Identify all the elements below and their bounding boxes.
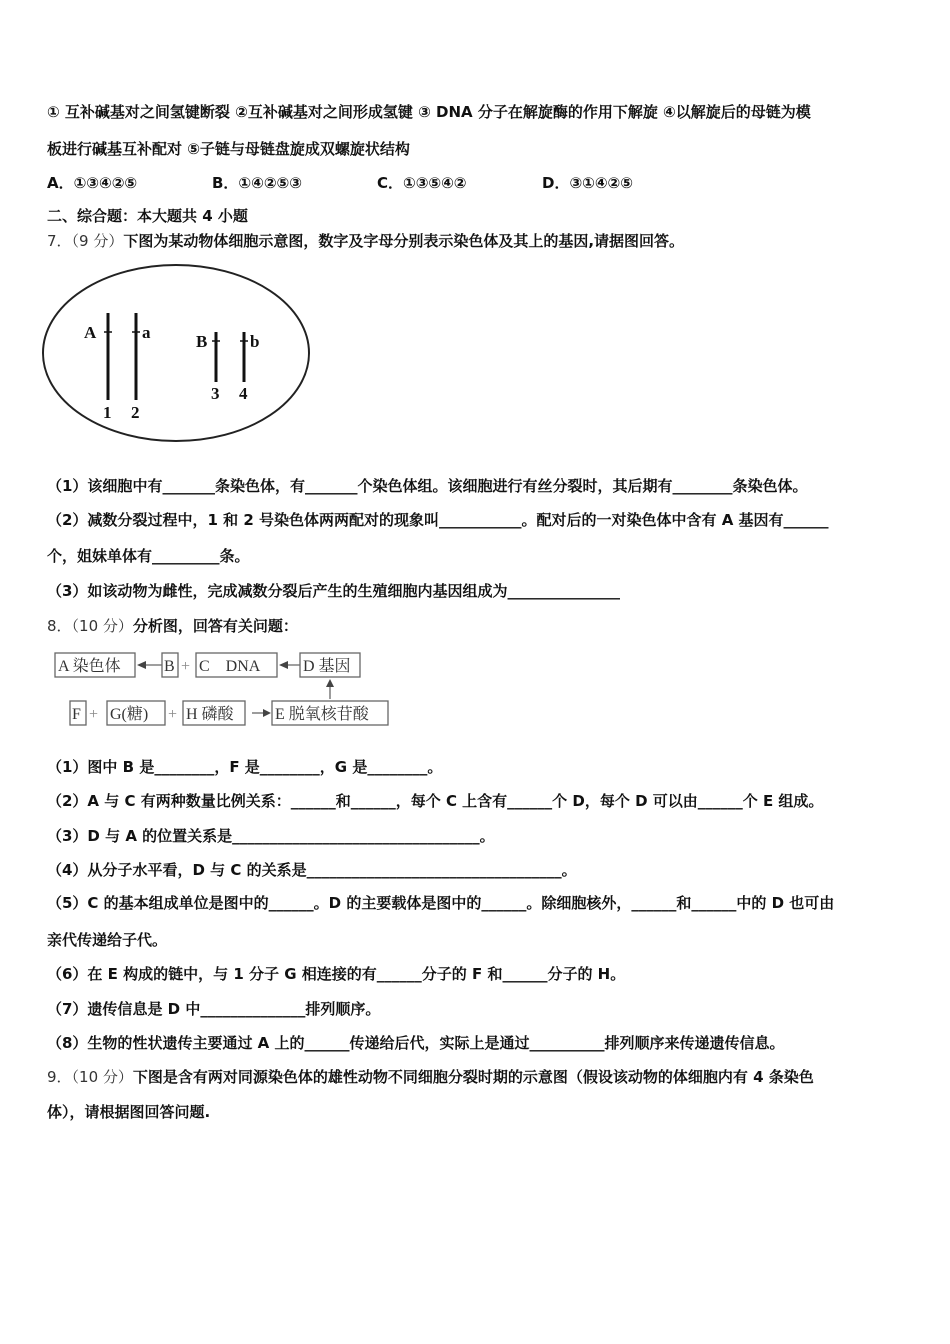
q8-number: 8． xyxy=(47,617,72,635)
box-e-label: E 脱氧核苷酸 xyxy=(275,706,369,723)
label-1: 1 xyxy=(103,403,112,422)
box-f-label: F xyxy=(72,706,81,723)
q8-part-5: （5）C 的基本组成单位是图中的______。D 的主要载体是图中的______。除细胞核外，______和______中的 D 也可由 xyxy=(47,894,835,912)
q9-stem xyxy=(47,1067,814,1087)
option-a: A．①③④②⑤ xyxy=(47,174,138,192)
q8-points: （10 分） xyxy=(71,617,133,635)
plus-sign: + xyxy=(181,658,191,675)
q9-number: 9． xyxy=(47,1068,72,1086)
plus-sign: + xyxy=(168,706,178,723)
q7-number: 7． xyxy=(47,232,72,250)
option-d: D．③①④②⑤ xyxy=(542,174,633,192)
q8-part-1: （1）图中 B 是________，F 是________，G 是________。 xyxy=(47,758,443,776)
q6-steps: ① 互补碱基对之间氢键断裂 ②互补碱基对之间形成氢键 ③ DNA 分子在解旋酶的作用下解旋 ④以解旋后的母链为模 xyxy=(47,103,811,121)
q7-part-3: （3）如该动物为雌性，完成减数分裂后产生的生殖细胞内基因组成为_______________ xyxy=(47,582,620,600)
cell-outline xyxy=(43,265,309,441)
q8-stem xyxy=(47,616,298,636)
box-b-label: B xyxy=(164,658,175,675)
gene-a: a xyxy=(142,323,151,342)
plus-sign: + xyxy=(89,706,99,723)
q8-part-3: （3）D 与 A 的位置关系是_________________________________。 xyxy=(47,827,495,845)
q8-text: 分析图，回答有关问题： xyxy=(132,617,298,635)
q7-part-2: （2）减数分裂过程中，1 和 2 号染色体两两配对的现象叫___________。配对后的一对染色体中含有 A 基因有______ xyxy=(47,511,829,529)
q6-steps-cont: 板进行碱基互补配对 ⑤子链与母链盘旋成双螺旋状结构 xyxy=(47,140,410,158)
option-c: C．①③⑤④② xyxy=(377,174,467,192)
q8-part-4: （4）从分子水平看，D 与 C 的关系是__________________________________。 xyxy=(47,861,577,879)
option-b: B．①④②⑤③ xyxy=(212,174,302,192)
label-2: 2 xyxy=(131,403,140,422)
gene-B: B xyxy=(196,332,208,351)
q9-points: （10 分） xyxy=(71,1068,133,1086)
box-a-label: A 染色体 xyxy=(58,658,121,675)
gene-b: b xyxy=(250,332,260,351)
q8-part-2: （2）A 与 C 有两种数量比例关系：______和______，每个 C 上含有______个 D，每个 D 可以由______个 E 组成。 xyxy=(47,792,824,810)
dna-concept-diagram xyxy=(0,640,420,735)
q8-part-7: （7）遗传信息是 D 中______________排列顺序。 xyxy=(47,1000,381,1018)
cell-diagram xyxy=(0,0,950,460)
q7-text: 下图为某动物体细胞示意图，数字及字母分别表示染色体及其上的基因,请据图回答。 xyxy=(123,232,685,250)
box-h-label: H 磷酸 xyxy=(186,706,234,723)
q9-text: 下图是含有两对同源染色体的雄性动物不同细胞分裂时期的示意图（假设该动物的体细胞内有 4 条染色 xyxy=(132,1068,814,1086)
box-c-label: C DNA xyxy=(199,658,261,675)
q8-part-5-cont: 亲代传递给子代。 xyxy=(47,931,168,949)
section-heading: 二、综合题：本大题共 4 小题 xyxy=(47,207,248,225)
q7-part-1: （1）该细胞中有_______条染色体，有_______个染色体组。该细胞进行有丝分裂时，其后期有________条染色体。 xyxy=(47,477,808,495)
gene-A: A xyxy=(84,323,97,342)
q7-part-2-cont: 个，姐妹单体有_________条。 xyxy=(47,547,250,565)
q8-part-6: （6）在 E 构成的链中，与 1 分子 G 相连接的有______分子的 F 和______分子的 H。 xyxy=(47,965,626,983)
label-3: 3 xyxy=(211,384,220,403)
q8-part-8: （8）生物的性状遗传主要通过 A 上的______传递给后代，实际上是通过__________排列顺序来传递遗传信息。 xyxy=(47,1034,785,1052)
label-4: 4 xyxy=(239,384,248,403)
q7-points: （9 分） xyxy=(71,232,124,250)
box-d-label: D 基因 xyxy=(303,658,351,675)
q9-stem-cont: 体），请根据图回答问题. xyxy=(47,1103,211,1121)
box-g-label: G(糖) xyxy=(110,706,149,723)
